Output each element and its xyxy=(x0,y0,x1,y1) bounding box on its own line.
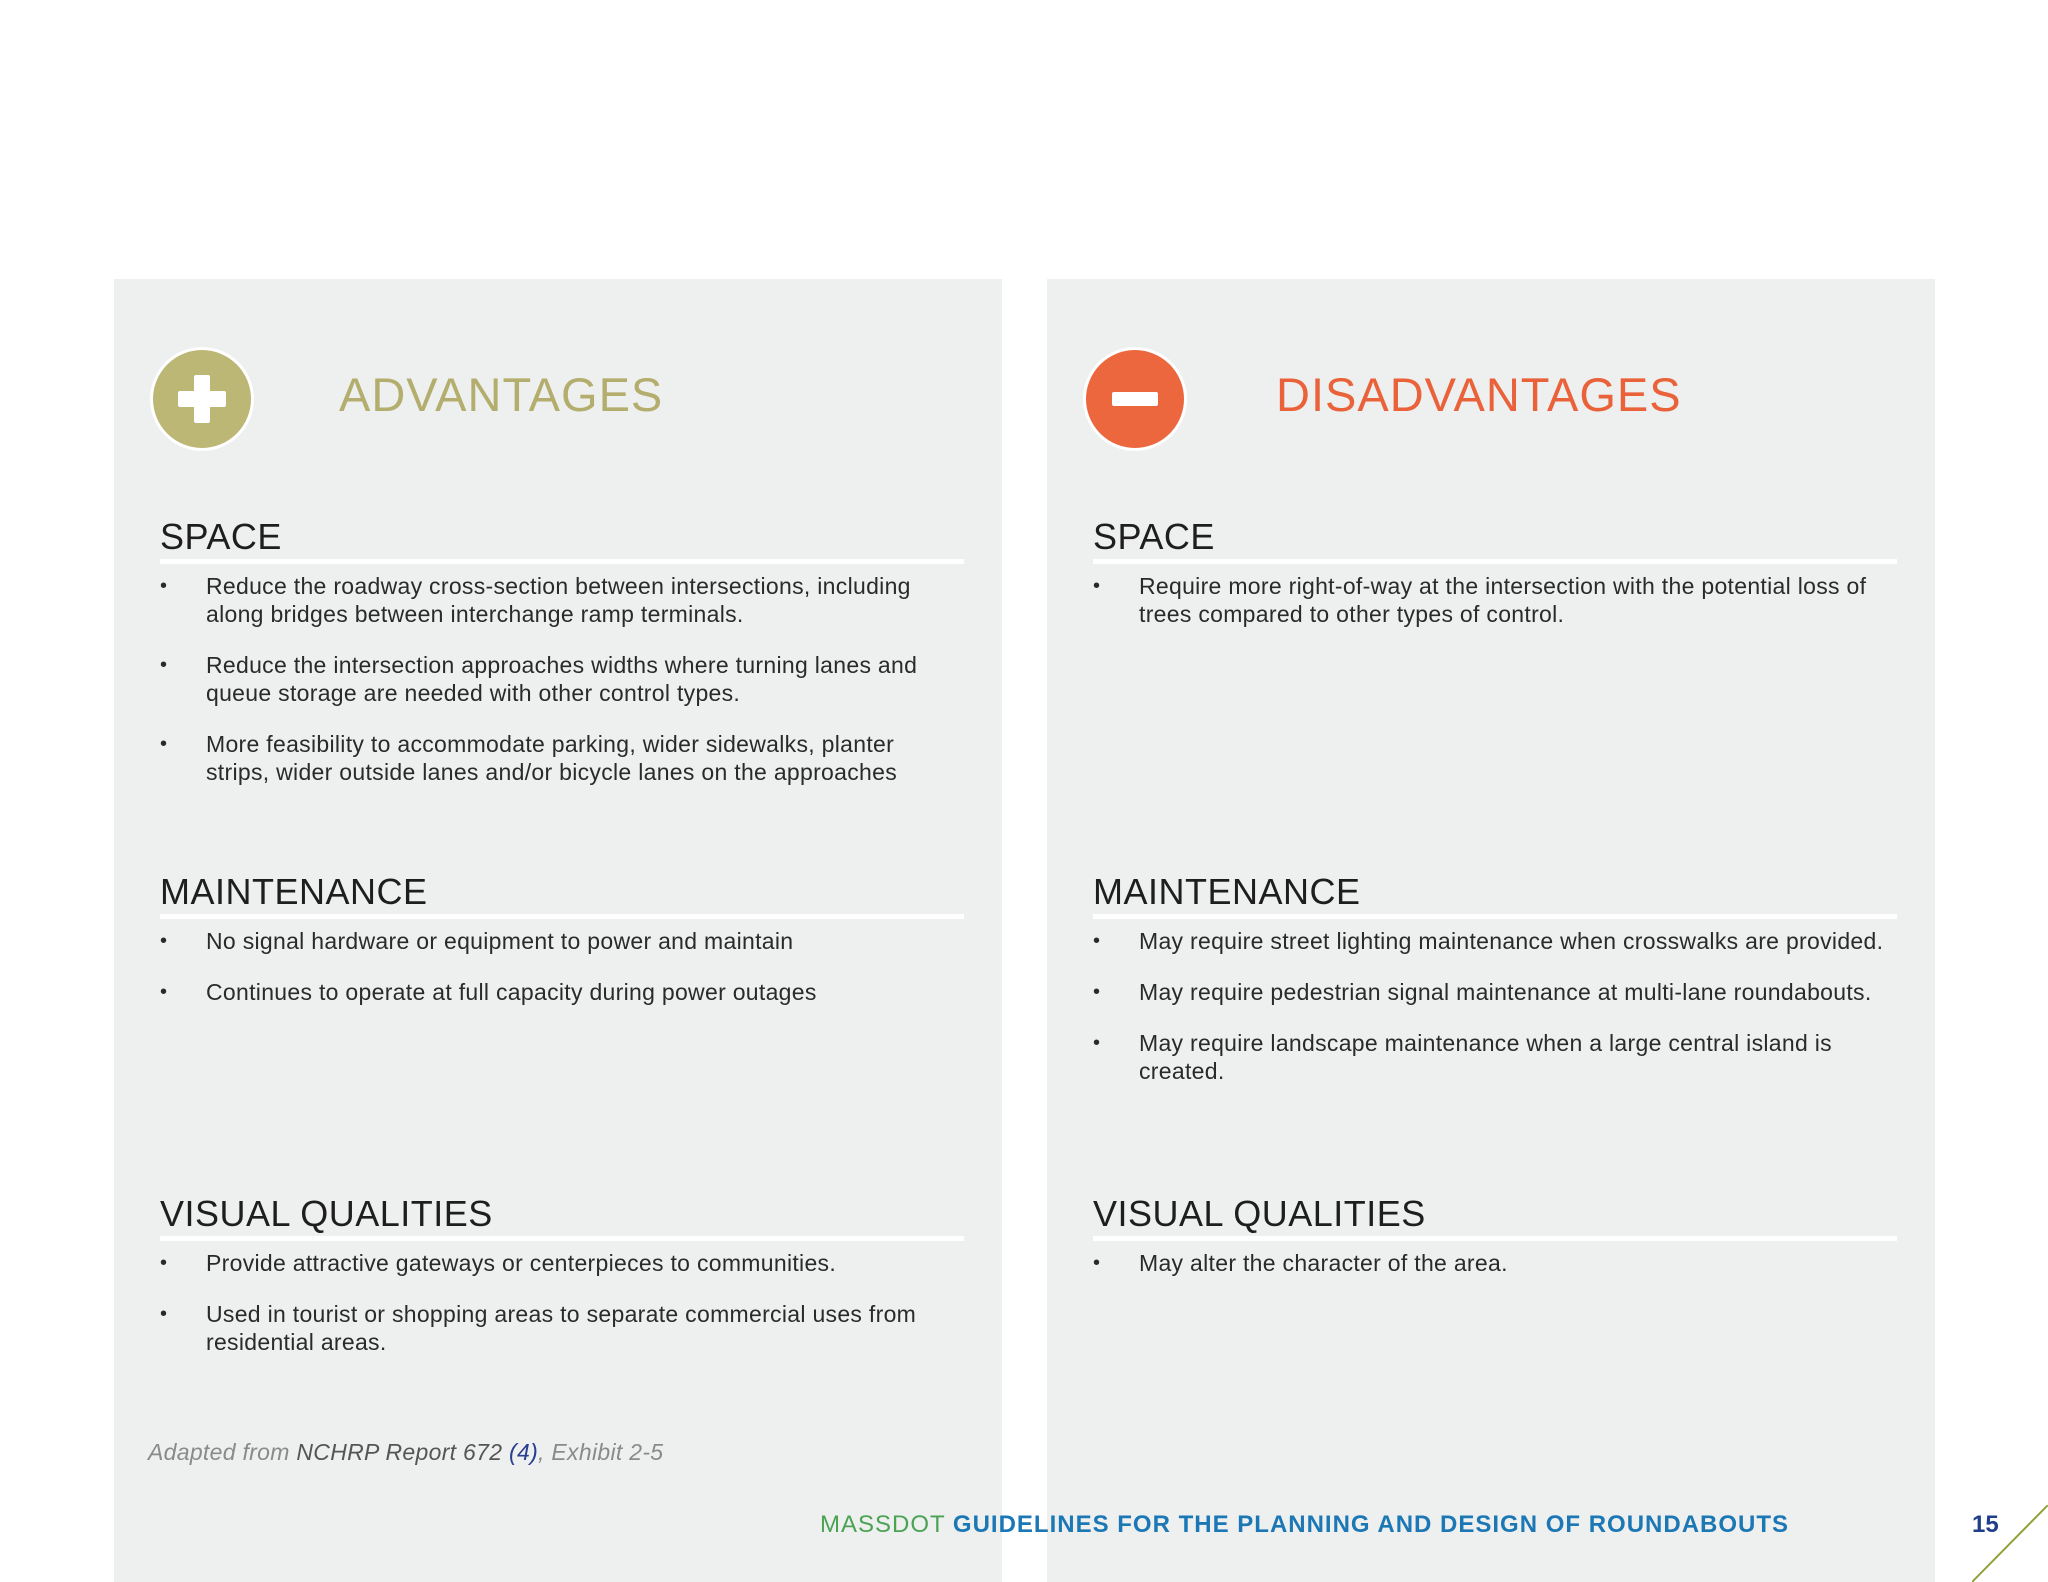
advantages-title: ADVANTAGES xyxy=(339,368,664,421)
advantages-space-section xyxy=(160,517,964,809)
disadvantages-space-section xyxy=(1093,517,1897,651)
advantages-visual-section xyxy=(160,1194,964,1379)
list-item: • Continues to operate at full capacity during power outages xyxy=(160,978,964,1006)
bullet-list xyxy=(1093,1249,1897,1277)
disadvantages-title: DISADVANTAGES xyxy=(1276,368,1682,421)
source-note xyxy=(148,1439,663,1466)
plus-icon xyxy=(150,347,254,451)
bullet-list xyxy=(1093,572,1897,628)
section-heading: MAINTENANCE xyxy=(160,872,964,919)
list-item: • No signal hardware or equipment to power and maintain xyxy=(160,927,964,955)
footer-title: GUIDELINES FOR THE PLANNING AND DESIGN OF ROUNDABOUTS xyxy=(952,1511,1790,1538)
bullet-list xyxy=(160,572,964,786)
list-item: • May require landscape maintenance when a large central island is created. xyxy=(1093,1029,1897,1085)
page-number: 15 xyxy=(1972,1511,1999,1538)
list-item: • May alter the character of the area. xyxy=(1093,1249,1897,1277)
advantages-panel xyxy=(114,279,1002,1582)
advantages-maintenance-section xyxy=(160,872,964,1029)
bullet-list xyxy=(160,1249,964,1356)
section-heading: MAINTENANCE xyxy=(1093,872,1897,919)
list-item: • Reduce the roadway cross-section between intersections, including along bridges between interchange ramp terminals. xyxy=(160,572,964,628)
footer-brand: MASSDOT xyxy=(820,1511,946,1538)
corner-accent-line xyxy=(1972,1505,2048,1582)
source-prefix: Adapted from xyxy=(148,1439,290,1465)
list-item: • May require street lighting maintenance when crosswalks are provided. xyxy=(1093,927,1897,955)
disadvantages-visual-section xyxy=(1093,1194,1897,1300)
list-item: • Used in tourist or shopping areas to separate commercial uses from residential areas. xyxy=(160,1300,964,1356)
source-report: NCHRP Report 672 xyxy=(296,1439,503,1465)
page-footer xyxy=(820,1511,1789,1539)
source-ref-link[interactable]: (4) xyxy=(509,1439,539,1465)
bullet-list xyxy=(160,927,964,1006)
list-item: • Provide attractive gateways or centerpieces to communities. xyxy=(160,1249,964,1277)
section-heading: SPACE xyxy=(160,517,964,564)
list-item: • May require pedestrian signal maintenance at multi-lane roundabouts. xyxy=(1093,978,1897,1006)
list-item: • More feasibility to accommodate parking, wider sidewalks, planter strips, wider outside lanes and/or bicycle lanes on the approaches xyxy=(160,730,964,786)
source-suffix: , Exhibit 2-5 xyxy=(538,1439,664,1465)
section-heading: VISUAL QUALITIES xyxy=(1093,1194,1897,1241)
disadvantages-panel xyxy=(1047,279,1935,1582)
list-item: • Require more right-of-way at the intersection with the potential loss of trees compared to other types of control. xyxy=(1093,572,1897,628)
minus-icon xyxy=(1083,347,1187,451)
section-heading: SPACE xyxy=(1093,517,1897,564)
list-item: • Reduce the intersection approaches widths where turning lanes and queue storage are needed with other control types. xyxy=(160,651,964,707)
bullet-list xyxy=(1093,927,1897,1085)
section-heading: VISUAL QUALITIES xyxy=(160,1194,964,1241)
disadvantages-maintenance-section xyxy=(1093,872,1897,1108)
